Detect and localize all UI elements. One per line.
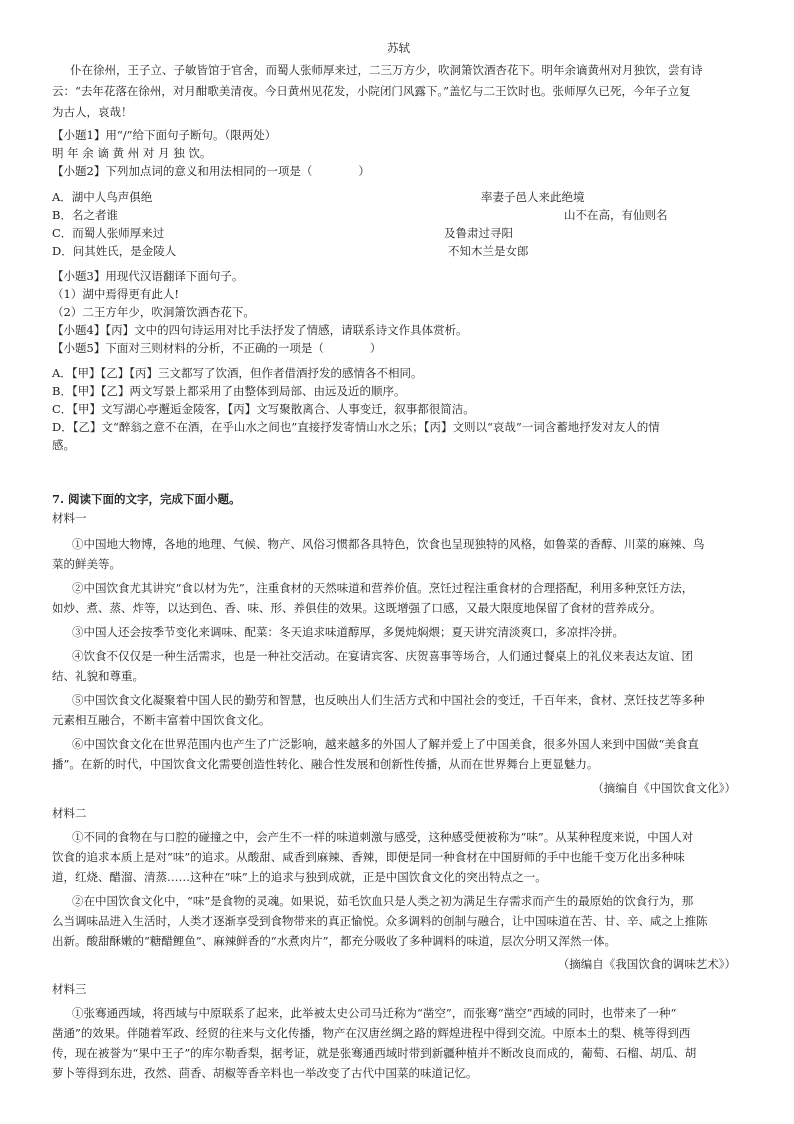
q2-option-a-right: 率妻子邑人来此绝境 — [481, 190, 585, 204]
m2-line-1: ①不同的食物在与口腔的碰撞之中，会产生不一样的味道刺激与感受，这种感受便被称为“味”。从某种程度来说，中国人对 — [72, 830, 694, 844]
question-2: 【小题2】下列加点词的意义和用法相同的一项是（ ） — [52, 164, 370, 178]
m1-line-9: 元素相互融合，不断丰富着中国饮食文化。 — [52, 713, 271, 727]
m3-line-2: 凿通”的效果。伴随着军政、经贸的往来与文化传播，物产在汉唐丝绸之路的辉煌进程中得到交流。中原本土的梨、桃等得到西 — [52, 1026, 691, 1040]
m1-line-11: 播”。在新的时代，中国饮食文化需要创造性转化、融合性发展和创新性传播，从而在世界舞台上更显魅力。 — [52, 757, 599, 771]
passage-line-1: 仆在徐州，王子立、子敏皆馆于官舍，而蜀人张师厚来过，二三万方少，吹洞箫饮酒杏花下。明年余谪黄州对月独饮，尝有诗 — [70, 63, 703, 77]
q2-option-a-left: A．湖中人鸟声俱绝 — [52, 190, 153, 204]
q5-option-a: A．【甲】【乙】【丙】三文都写了饮酒，但作者借酒抒发的感情各不相同。 — [52, 366, 423, 380]
poem-author: 苏轼 — [387, 41, 410, 55]
q3-item-1: （1）湖中焉得更有此人! — [52, 287, 179, 301]
m3-line-4: 萝卜等得到东进，孜然、茴香、胡椒等香辛料也一举改变了古代中国菜的味道记忆。 — [52, 1066, 478, 1080]
m1-line-3: ②中国饮食尤其讲究“食以材为先”，注重食材的天然味道和营养价值。烹饪过程注重食材的合理搭配，利用多种烹饪方法， — [72, 581, 694, 595]
m1-line-6: ④饮食不仅仅是一种生活需求，也是一种社交活动。在宴请宾客、庆贺喜事等场合，人们通过餐桌上的礼仪来表达友谊、团 — [72, 649, 693, 663]
q2-option-d-right: 不知木兰是女郎 — [448, 244, 529, 258]
m1-source: （摘编自《中国饮食文化》） — [592, 781, 736, 795]
question-5: 【小题5】下面对三则材料的分析，不正确的一项是（ ） — [52, 341, 382, 355]
q3-item-2: （2）二王方年少，吹洞箫饮酒杏花下。 — [52, 305, 255, 319]
question-1-sentence: 明 年 余 谪 黄 州 对 月 独 饮。 — [52, 146, 212, 160]
q5-option-d-cont: 感。 — [52, 438, 75, 452]
m2-line-2: 饮食的追求本质上是对“味”的追求。从酸甜、咸香到麻辣、香辣，即便是同一种食材在中国厨师的手中也能千变万化出多种味 — [52, 850, 685, 864]
q2-option-b-left: B．名之者谁 — [52, 208, 118, 222]
m1-line-8: ⑤中国饮食文化凝聚着中国人民的勤劳和智慧，也反映出人们生活方式和中国社会的变迁，千百年来，食材、烹饪技艺等多种 — [72, 693, 705, 707]
question-1: 【小题1】用“/”给下面句子断句。（限两处） — [52, 128, 277, 142]
q5-option-c: C．【甲】文写湖心亭邂逅金陵客，【丙】文写聚散离合、人事变迁，叙事都很简洁。 — [52, 402, 475, 416]
question-3: 【小题3】用现代汉语翻译下面句子。 — [52, 269, 244, 283]
question-7-title: 7. 阅读下面的文字，完成下面小题。 — [52, 492, 241, 506]
m2-line-6: 出新。酸甜酥嫩的“糖醋鲤鱼”、麻辣鲜香的“水煮肉片”，都充分吸收了多种调料的味道，层次分明又浑然一体。 — [52, 934, 617, 948]
m3-line-1: ①张骞通西域，将西域与中原联系了起来，此举被太史公司马迁称为“凿空”，而张骞“凿空”西域的同时，也带来了一种“ — [72, 1006, 677, 1020]
m2-line-3: 道，红烧、醋溜、清蒸……这种在“味”上的追求与独到成就，正是中国饮食文化的突出特点之一。 — [52, 870, 547, 884]
question-4: 【小题4】【丙】文中的四句诗运用对比手法抒发了情感，请联系诗文作具体赏析。 — [52, 323, 468, 337]
m1-line-1: ①中国地大物博，各地的地理、气候、物产、风俗习惯都各具特色，饮食也呈现独特的风格，如鲁菜的香醇、川菜的麻辣、鸟 — [72, 537, 705, 551]
material-1-label: 材料一 — [52, 511, 87, 525]
m1-line-2: 菜的鲜美等。 — [52, 557, 121, 571]
q2-option-b-right: 山不在高，有仙则名 — [564, 208, 668, 222]
passage-line-2: 云：“去年花落在徐州，对月酣歌美清夜。今日黄州见花发，小院闭门风露下。”盖忆与二王饮时也。张师厚久已死，今年子立复 — [52, 84, 691, 98]
material-2-label: 材料二 — [52, 806, 87, 820]
m3-line-3: 传，现在被誉为“果中王子”的库尔勒香梨，据考证，就是张骞通西域时带到新疆种植并不断改良而成的，葡萄、石榴、胡瓜、胡 — [52, 1046, 697, 1060]
q5-option-b: B．【甲】【乙】两文写景上都采用了由整体到局部、由远及近的顺序。 — [52, 384, 406, 398]
m2-line-4: ②在中国饮食文化中，“味”是食物的灵魂。如果说，茹毛饮血只是人类之初为满足生存需求而产生的最原始的饮食行为，那 — [72, 894, 694, 908]
q2-option-d-left: D．问其姓氏，是金陵人 — [52, 244, 177, 258]
m1-line-4: 如炒、煮、蒸、炸等，以达到色、香、味、形、养俱佳的效果。这既增强了口感，又最大限度地保留了食材的营养成分。 — [52, 601, 662, 615]
m1-line-10: ⑥中国饮食文化在世界范围内也产生了广泛影响，越来越多的外国人了解并爱上了中国美食，很多外国人来到中国做“美食直 — [72, 737, 699, 751]
m1-line-7: 结、礼貌和尊重。 — [52, 669, 144, 683]
m2-line-5: 么当调味品进入生活时，人类才逐渐享受到食物带来的真正愉悦。众多调料的创制与融合，让中国味道在苦、甘、辛、咸之上推陈 — [52, 914, 708, 928]
q2-option-c-left: C．而蜀人张师厚来过 — [52, 226, 165, 240]
m2-source: （摘编自《我国饮食的调味艺术》） — [557, 957, 736, 971]
m1-line-5: ③中国人还会按季节变化来调味、配菜：冬天追求味道醇厚，多煲炖焖煨；夏天讲究清淡爽口，多凉拌冷拼。 — [72, 625, 624, 639]
passage-line-3: 为古人，哀哉！ — [52, 105, 133, 119]
material-3-label: 材料三 — [52, 982, 87, 996]
q2-option-c-right: 及鲁肃过寻阳 — [444, 226, 513, 240]
q5-option-d: D．【乙】文“醉翁之意不在酒，在乎山水之间也”直接抒发寄情山水之乐；【丙】文则以“哀哉”一词含蓄地抒发对友人的情 — [52, 420, 660, 434]
